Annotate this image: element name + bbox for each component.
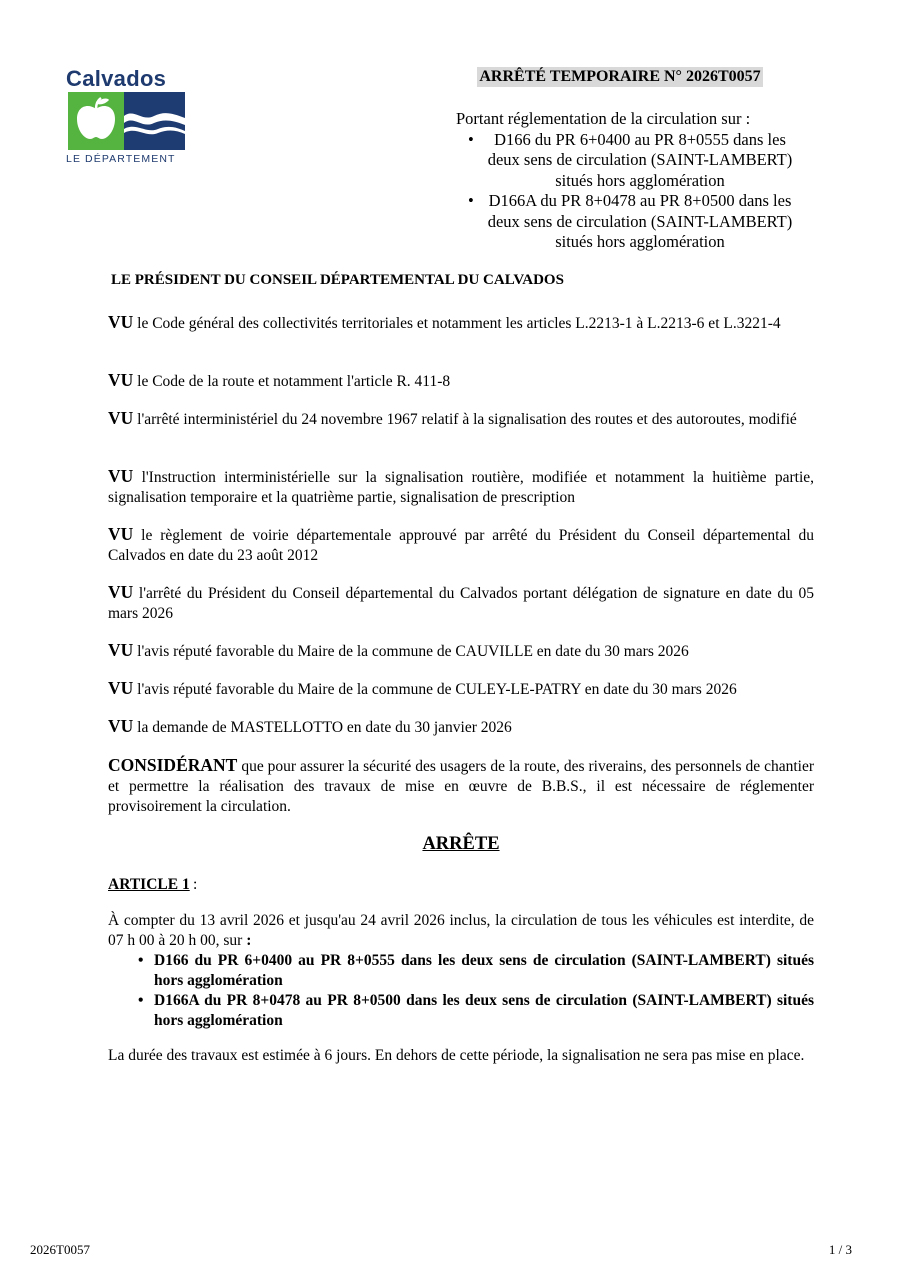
article-1-heading [108,875,190,895]
logo-title: Calvados [66,66,167,91]
vu-label: VU [108,640,134,660]
vu-paragraph [108,408,814,430]
header-road-list [456,130,796,253]
vu-paragraph [108,582,814,624]
article-colon: : [193,876,198,893]
vu-label: VU [108,466,134,486]
vu-label: VU [108,716,134,736]
vu-label: VU [108,370,134,390]
logo-subtitle: LE DÉPARTEMENT [66,153,176,165]
waves-icon [124,92,185,150]
vu-text: le règlement de voirie départementale approuvé par arrêté du Président du Conseil départemental du Calvados en date du 23 août 2012 [108,527,815,564]
arrete-heading: ARRÊTE [422,834,500,854]
vu-label: VU [108,582,134,602]
vu-text: le Code de la route et notamment l'article R. 411-8 [137,373,451,390]
considerant-label: CONSIDÉRANT [108,755,238,775]
vu-text: l'Instruction interministérielle sur la signalisation routière, modifiée et notamment la huitième partie, signalisation temporaire et la quatrième partie, signalisation de prescription [108,469,815,506]
header-road-item: • D166A du PR 8+0478 au PR 8+0500 dans les deux sens de circulation (SAINT-LAMBERT) situés hors agglomération [456,191,796,253]
article-label: ARTICLE 1 [108,876,190,893]
vu-paragraph [108,524,814,566]
vu-label: VU [108,678,134,698]
duration-paragraph: La durée des travaux est estimée à 6 jours. En dehors de cette période, la signalisation ne sera pas mise en place. [108,1047,805,1064]
vu-paragraph [108,370,814,392]
vu-label: VU [108,408,134,428]
vu-label: VU [108,524,134,544]
considerant-paragraph [108,755,814,817]
vu-text: l'arrêté du Président du Conseil départemental du Calvados portant délégation de signature en date du 05 mars 2026 [108,585,814,622]
decree-header [456,67,796,253]
vu-text: l'arrêté interministériel du 24 novembre 1967 relatif à la signalisation des routes et des autoroutes, modifié [137,411,797,428]
decree-intro: Portant réglementation de la circulation sur : [456,109,751,128]
decree-title: ARRÊTÉ TEMPORAIRE N° 2026T0057 [479,68,761,85]
apple-icon [68,92,124,150]
article-road-list [108,951,814,1031]
footer-reference: 2026T0057 [30,1242,90,1257]
calvados-logo [66,68,188,168]
article-1-body [108,911,814,1031]
vu-paragraph [108,466,814,508]
vu-text: l'avis réputé favorable du Maire de la commune de CULEY-LE-PATRY en date du 30 mars 2026 [137,681,737,698]
vu-label: VU [108,312,134,332]
vu-paragraph [108,716,814,738]
vu-text: le Code général des collectivités territoriales et notamment les articles L.2213-1 à L.2213-6 et L.3221-4 [137,315,781,332]
article-intro-colon: : [242,932,252,949]
vu-paragraph [108,312,814,334]
page-number: 1 / 3 [828,1242,852,1257]
vu-paragraph [108,640,814,662]
considerant-text: que pour assurer la sécurité des usagers de la route, des riverains, des personnels de chantier et permettre la réalisation des travaux de mise en œuvre de B.B.S., il est nécessaire de réglementer provisoirement la circulation. [108,758,815,815]
article-road-item: • D166A du PR 8+0478 au PR 8+0500 dans les deux sens de circulation (SAINT-LAMBERT) situés hors agglomération [108,991,814,1031]
article-intro: À compter du 13 avril 2026 et jusqu'au 24 avril 2026 inclus, la circulation de tous les véhicules est interdite, de 07 h 00 à 20 h 00, sur [108,912,814,949]
vu-text: l'avis réputé favorable du Maire de la commune de CAUVILLE en date du 30 mars 2026 [137,643,689,660]
article-road-item: • D166 du PR 6+0400 au PR 8+0555 dans les deux sens de circulation (SAINT-LAMBERT) situés hors agglomération [108,951,814,991]
president-heading: LE PRÉSIDENT DU CONSEIL DÉPARTEMENTAL DU CALVADOS [111,272,564,288]
header-road-item: • D166 du PR 6+0400 au PR 8+0555 dans les deux sens de circulation (SAINT-LAMBERT) situés hors agglomération [456,130,796,192]
vu-paragraph [108,678,814,700]
vu-text: la demande de MASTELLOTTO en date du 30 janvier 2026 [137,719,512,736]
